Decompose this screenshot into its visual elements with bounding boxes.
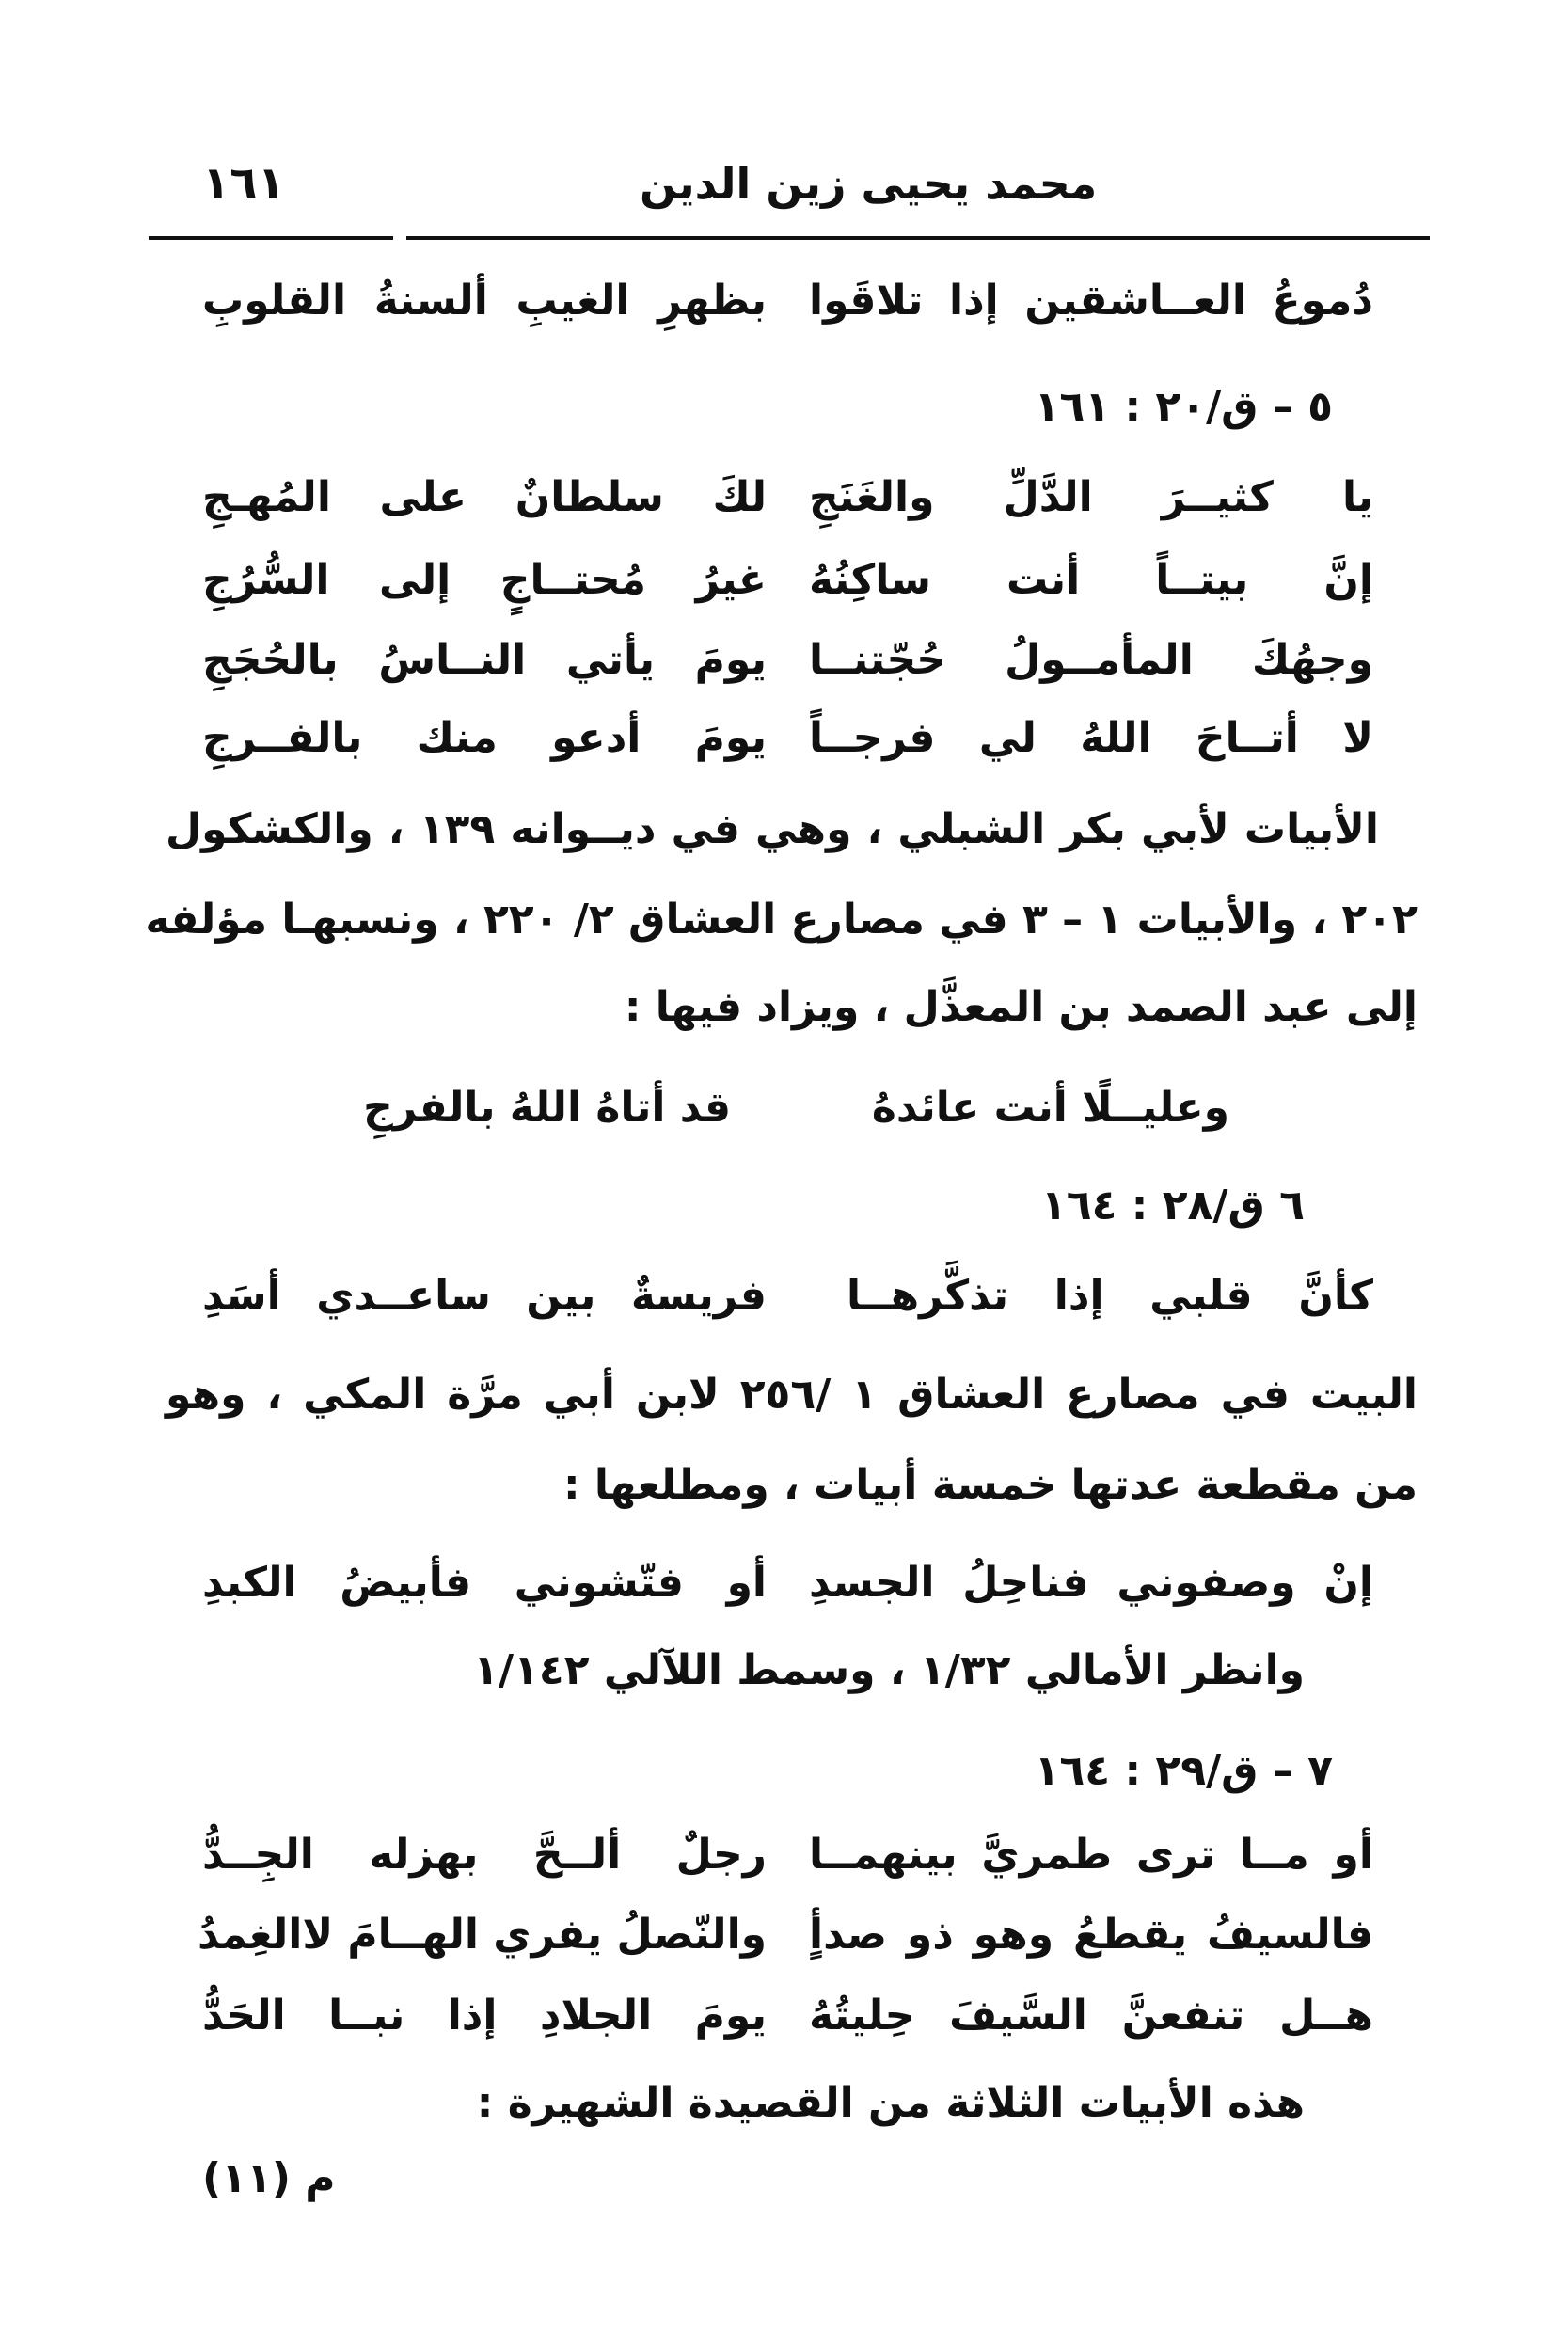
page-number: ١٦١ (202, 157, 285, 210)
signature-mark: م (١١) (202, 2154, 336, 2202)
section-5-heading: ٥ – ق/٢٠ : ١٦١ (1034, 383, 1333, 431)
section-6-reference: وانظر الأمالي ١/٣٢ ، وسمط اللآلي ١/١٤٢ (473, 1646, 1305, 1694)
header-rule-long (406, 236, 1430, 240)
header-rule-short (149, 236, 393, 240)
section-7-note: هذه الأبيات الثلاثة من القصيدة الشهيرة : (476, 2079, 1305, 2127)
section-7-heading: ٧ – ق/٢٩ : ١٦٤ (1034, 1747, 1333, 1795)
running-title: محمد يحيى زين الدين (640, 158, 1098, 209)
section-6-heading: ٦ ق/٢٨ : ١٦٤ (1040, 1182, 1305, 1230)
